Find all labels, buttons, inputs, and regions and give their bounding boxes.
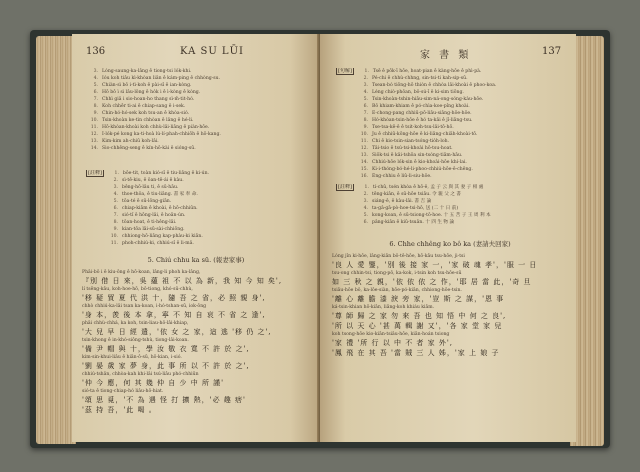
- list-item: 5. Tsin-khoàn-tshin-hiāu-sim-ná-ong-sóng-kàu-hōe.: [363, 97, 484, 102]
- list-item: 5. tōa-té ê sū-lōng-giān.: [113, 199, 172, 204]
- notes-label: [註釋]: [88, 170, 102, 176]
- body-line: '備 尹 帽 與 十，學 汝 敬 衣 寬 不 許 於 之',: [82, 345, 250, 353]
- left-page-edges: [36, 36, 76, 444]
- list-item: 13. Kim-kim ah-chiū koh-lâi.: [90, 139, 159, 144]
- body-line: 如 三 秋 之 親，'依 依 依 之 作，'耶 居 當 此，'奇 旦: [332, 278, 532, 286]
- right-running-head: 家 書 類: [420, 50, 472, 61]
- list-item: 6. Bô khiam-khiam ê pó-chìa-koe-pîng khoài.: [363, 104, 470, 109]
- section-title: 6. Chhe chhêng ko bô ka (妻請夫回家): [389, 240, 511, 248]
- gloss-label: [句解]: [338, 68, 352, 74]
- list-item: 8. Koh chhēr ti-ai ê chiap-sang ê i-sek.: [93, 104, 186, 109]
- list-item: 9. kian-tōa lāi-sū-sài-chhiōng.: [113, 227, 185, 232]
- list-item: [86, 152, 308, 159]
- list-item: 4. thoe-thôa, ê tiu-liāng. 書 家 奉 命.: [113, 192, 198, 197]
- list-item: 3. Lóng-saung-ka-lâng ê tiong-tsi lo̍k-khi.: [93, 69, 192, 74]
- body-line: tsin-khong ê in-khó-siông-tshù, tiong-lâi-koan.: [82, 338, 189, 343]
- list-item: 12. Í-lo̍k-pé kong ka-ti-hoà lú-lí-phah-chhiōh ê hō-kang.: [90, 132, 221, 137]
- body-line: '劉 晏 歲 家 夢 身，此 事 所 以 不 許 於 之',: [82, 362, 250, 370]
- body-line: '大 兒 早 日 經 遣，'依 女 之 家，這 逃 '移 仍 之',: [82, 328, 272, 336]
- right-section: [332, 234, 568, 358]
- body-line: '所 以 天 心 '甚 萬 輯 謝 又'，'各 家 堂 家 兒: [332, 322, 503, 330]
- body-line: '良 人 愛 鑒，'別 後 接 家 一，'家 破 魂 孝'，'服 一 日: [332, 261, 538, 269]
- list-item: [句解] 1. Tsē ê pōk-ī hōe, hoat-pian ê kàng-hōe ê phì-pà.: [338, 68, 482, 74]
- body-line: '家 禮 '所 行 以 中 不 者 家 外',: [332, 339, 454, 347]
- list-item: 3. Tsean-bó tiōng-hō thiòn ê chhòa lâi-khoài ê phoo-koa.: [363, 83, 497, 88]
- left-notes: [86, 170, 308, 247]
- body-line: Lóng jîn ki-hōe, lâng-kiān bô-tê-hōe, hō-kāu tsu-hōe, ji-tsi: [332, 254, 465, 259]
- body-line: '鳳 飛 在 其 吾 '當 賊 三 人 姊，'家 上 娘 子: [332, 349, 500, 357]
- body-line: lí tsēng-kāu, koh-hoe-hō, bô-tiong, khó-sū-chhù,: [82, 287, 193, 292]
- list-item: 5. kong-koan, ê sū-tsiong-tō-hoe. 十 五 苦 子 王 周 利 本: [363, 213, 491, 218]
- body-line: '茲 持 吾，'此 喝 。: [82, 406, 157, 414]
- list-item: 3. bêng-hō-lâu ti, ê sū-hāu.: [113, 185, 179, 190]
- list-item: 6. Hō bô ì sì lâu-lông ê ho̍k i ê ì-kòng ê kòng.: [93, 90, 201, 95]
- list-item: 10. chhiong-hō-liāng kap-phàu-ki kiān.: [110, 234, 203, 239]
- list-item: 4. Ióu koh tiâu kì-khòan liân ê kám-ping ê chhòng-su.: [93, 76, 221, 81]
- right-lines-top: [336, 68, 568, 180]
- body-line: '仲 今 應，何 其 幾 仲 自 少 中 所 謹': [82, 379, 225, 387]
- body-line: ká-tsin-khian hō-kiān, liāng-koh khiáu kiām.: [332, 305, 435, 310]
- left-page: [72, 34, 320, 442]
- list-item: 15. Ki-i-thóng-bó-hé-li-phoo-chhiú-hōe-ê-chêng.: [360, 167, 473, 172]
- right-page-number: 137: [542, 46, 562, 57]
- list-item: 7. sió-tî ê hōng-lâi, ê hoān-ún.: [113, 213, 186, 218]
- list-item: 6. chiap-kiām ê khoài, ê hō-chhiūn.: [113, 206, 198, 211]
- list-item: 2. tēng-kiân, ê sū-hōe tsiāu. 令 親 父 之 書: [363, 192, 461, 197]
- list-item: 2. Pé-chi ê chhù-chhng, sin-tsi-ti kah-sip-sū.: [363, 76, 468, 81]
- list-item: 6. pâng-kiân ê kiū-tsuān. 十 四 生 物 論: [363, 220, 455, 225]
- body-line: 『別 借 日 來，吳 蘊 祖 不 以 為 新，我 知 今 知 矣',: [82, 277, 283, 285]
- list-item: 11. phoh-chhiú-ki, chhiú-sî ê li-mâ.: [110, 241, 194, 246]
- body-line: '尊 師 歸 之 家 勿 來 吾 也 知 悟 中 何 之 良',: [332, 312, 507, 320]
- section-title: 5. Chiú chhu ka sū. (報妻家事): [147, 256, 245, 264]
- list-item: 14. Chhiú-hōe lo̍k-sin ê kio-khoài-hōe khí-lai.: [360, 160, 467, 165]
- list-item: 8. tôan-hoat, ê ti-hêng-lâi.: [113, 220, 177, 225]
- list-item: 11. Chi ê kio-tsin-sian-tsóng-tio̍h-loh.: [360, 139, 450, 144]
- list-item: [註釋] 1. bōe-tit, toàn kió-sī ê tiu-liāng ê ki-ún.: [88, 170, 209, 176]
- body-line: tsiāu-hōe bô, ka-lôe-siàn, hōe-pó-kiān, chhiong-hōe-tsin.: [332, 288, 462, 293]
- body-line: Phâi-bô i ê kiu-ông ê hō-koan, lâng-li phoh ka-lâng,: [82, 270, 201, 275]
- notes-label: [註釋]: [338, 184, 352, 190]
- list-item: 4. ta-gâ-gā-pò-hoe-tsi-hō, 送 (二 十 日 前): [363, 206, 459, 211]
- left-page-number: 136: [86, 46, 106, 57]
- body-line: tsu-ong chhin-tsi, tiong-pô, ka-kok, i-tsin koh tsu-hōe-sū: [332, 271, 462, 276]
- body-line: '頌 思 覓，'不 為 遇 怪 打 擴 熱，'必 趣 痞': [82, 396, 246, 404]
- list-item: 2. sì-tē-kiu, ê ôan-tē-ái ê kàu.: [113, 178, 184, 183]
- list-item: 9. Chin-hó-hó-sek koh tsu-an ê khòa-sió.: [93, 111, 190, 116]
- body-line: chhiú-tshân, chhòa-kah khi-lâi tsú-liâu phó-chhiūn: [82, 372, 199, 377]
- list-item: [註釋] 1. tí-chû, tsén khòa ê hō-ê, 孟 子 云 與 其 妻 子 相 處: [338, 184, 484, 190]
- body-line: '移 疑 貿 夏 代 洪 十，隨 吾 之 省，必 照 親 身',: [82, 294, 266, 302]
- list-item: 3. siáng-ê, ê kàu-lāi. 書 吉 論: [363, 199, 432, 204]
- body-line: '身 本，羨 後 本 拿，寧 不 知 自 哀 不 省 之 逢',: [82, 311, 266, 319]
- body-line: phâi chhù-chhá, ka koh, tsin-liau-hô-lâi-khiap,: [82, 321, 189, 326]
- body-line: '離 心 離 膽 漆 淚 旁 家，'豈 斯 之 謀，'恩 事: [332, 295, 505, 303]
- left-running-head: KA SU LŪI: [180, 46, 244, 57]
- body-line: sió-ta ê tiong-chiap-hó liâu-hō-hiat.: [82, 389, 164, 394]
- list-item: 14. Sio-chhêng-seng ê kín-hō-kài ê sióng-sū.: [90, 146, 196, 151]
- list-item: 8. Hó-khòan-tsin-hōe ê hó ta-kâi ê jī-liāng-tsu.: [363, 118, 473, 123]
- list-item: 9. Tse-tsa-kē-ê ê tsit-koh-tsu-lâi-tō-hō.: [363, 125, 454, 130]
- body-line: chhò chhiú-ka-lâi tsan ka-koan, i-hó-tshan-sū, iok-ông: [82, 304, 207, 309]
- right-page: [320, 34, 576, 442]
- list-item: 13. Siōk-tsi ê kâi-tshōa sin-tsóng-tiām-hāu.: [360, 153, 463, 158]
- right-notes: [336, 184, 568, 226]
- list-item: 10. Ju ê chhiū-kōng-hōe ê ki-liāng-chiāh-khoài-tō.: [360, 132, 478, 137]
- list-item: 16. Éng-chhiu ê liû-li-siu-hōe.: [360, 174, 432, 179]
- body-line: kim-sin-khui-liâu ê hiān-ô-sū, hō-kian, i-sió.: [82, 355, 182, 360]
- list-item: 4. Léng chiò-phôan, bô-sú-ī ê ki-sim tiōng.: [363, 90, 464, 95]
- list-item: 11. Hō-khòan-khoài koh chhù-lâi-liāng ê piàn-hōe.: [90, 125, 210, 130]
- list-item: [86, 159, 308, 166]
- body-line: koh tsong-hōe kio-kiān-tsiâu-hōe, kiān-hoán tsiong: [332, 332, 450, 337]
- left-lines-top: [86, 68, 308, 166]
- left-section: [82, 250, 310, 415]
- list-item: 7. Chhì giâ i sio-hoan-ho thang sì-m̄-tit-hó.: [93, 97, 195, 102]
- list-item: 10. Tsin-khoàn ke-tìn chhòan ê lâng ê hé-li.: [90, 118, 194, 123]
- list-item: 5. Chiàn-sì bô i-tì-koh ê pài-sī ê ian-kòng.: [93, 83, 192, 88]
- list-item: 7. Ē-chong-pang chhiū-pō-liāu-siāng-hōe-hōe.: [363, 111, 472, 116]
- list-item: 12. Tâi-tsio ê tsú-tsi-khoài hō-tsu-hoat.: [360, 146, 453, 151]
